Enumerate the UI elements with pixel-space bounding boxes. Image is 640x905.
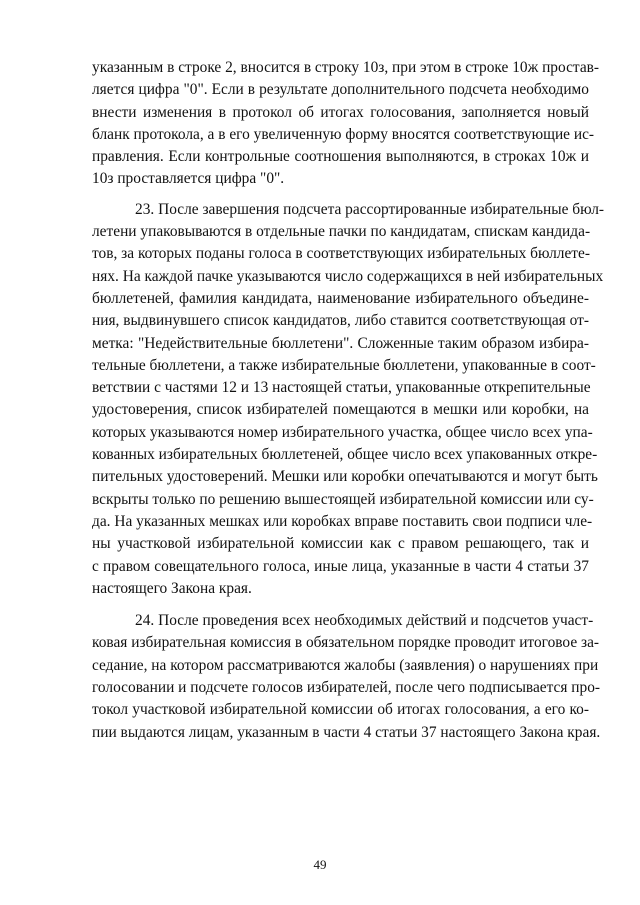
- text-line: вскрыты только по решению вышестоящей избирательной комиссии или су-: [92, 490, 594, 508]
- text-line: ковая избирательная комиссия в обязательном порядке проводит итоговое за-: [92, 634, 600, 652]
- text-line: 23. После завершения подсчета рассортированные избирательные бюл-: [135, 200, 605, 218]
- text-line: нях. На каждой пачке указываются число содержащихся в ней избирательных: [92, 267, 604, 285]
- text-line: бюллетеней, фамилия кандидата, наименование избирательного объедине-: [92, 289, 589, 307]
- page-number: 49: [313, 857, 327, 872]
- text-line: токол участковой избирательной комиссии об итогах голосования, а его ко-: [92, 701, 589, 719]
- text-line: 24. После проведения всех необходимых действий и подсчетов участ-: [135, 612, 594, 630]
- text-line: ляется цифра "0". Если в результате дополнительного подсчета необходимо: [92, 81, 589, 99]
- text-line: летени упаковываются в отдельные пачки по кандидатам, спискам кандида-: [92, 223, 591, 241]
- text-line: ветствии с частями 12 и 13 настоящей статьи, упакованные открепительные: [92, 379, 591, 397]
- paragraph-23: [92, 199, 605, 600]
- text-line: ния, выдвинувшего список кандидатов, либо ставится соответствующая от-: [92, 312, 589, 330]
- text-line: бланк протокола, а в его увеличенную форму вносятся соответствующие ис-: [92, 125, 595, 143]
- text-line: да. На указанных мешках или коробках вправе поставить свои подписи чле-: [92, 512, 593, 530]
- paragraph-continuation: [92, 57, 600, 191]
- text-line: седание, на котором рассматриваются жалобы (заявления) о нарушениях при: [92, 656, 599, 674]
- text-line: ны участковой избирательной комиссии как с правом решающего, так и: [92, 535, 589, 553]
- text-line: пительных удостоверений. Мешки или коробки опечатываются и могут быть: [92, 468, 598, 486]
- text-line: правления. Если контрольные соотношения выполняются, в строках 10ж и: [92, 148, 589, 166]
- text-line: указанным в строке 2, вносится в строку 10з, при этом в строке 10ж простав-: [92, 59, 600, 76]
- text-line: настоящего Закона края.: [92, 579, 252, 597]
- text-line: удостоверения, список избирателей помещаются в мешки или коробки, на: [92, 401, 589, 419]
- text-line: внести изменения в протокол об итогах голосования, заполняется новый: [92, 103, 589, 121]
- text-line: пии выдаются лицам, указанным в части 4 статьи 37 настоящего Закона края.: [92, 723, 601, 741]
- text-line: тельные бюллетени, а также избирательные бюллетени, упакованные в соот-: [92, 356, 596, 374]
- text-line: кованных избирательных бюллетеней, общее число всех упакованных откре-: [92, 446, 598, 464]
- text-line: метка: "Недействительные бюллетени". Сложенные таким образом избира-: [92, 334, 589, 352]
- text-line: с правом совещательного голоса, иные лица, указанные в части 4 статьи 37: [92, 557, 589, 575]
- paragraph-24: [92, 610, 601, 744]
- text-line: 10з проставляется цифра "0".: [92, 170, 285, 188]
- text-line: голосовании и подсчете голосов избирателей, после чего подписывается про-: [92, 679, 601, 697]
- text-line: которых указываются номер избирательного участка, общее число всех упа-: [92, 423, 593, 441]
- document-body: [92, 57, 605, 754]
- text-line: тов, за которых поданы голоса в соответствующих избирательных бюллете-: [92, 245, 590, 263]
